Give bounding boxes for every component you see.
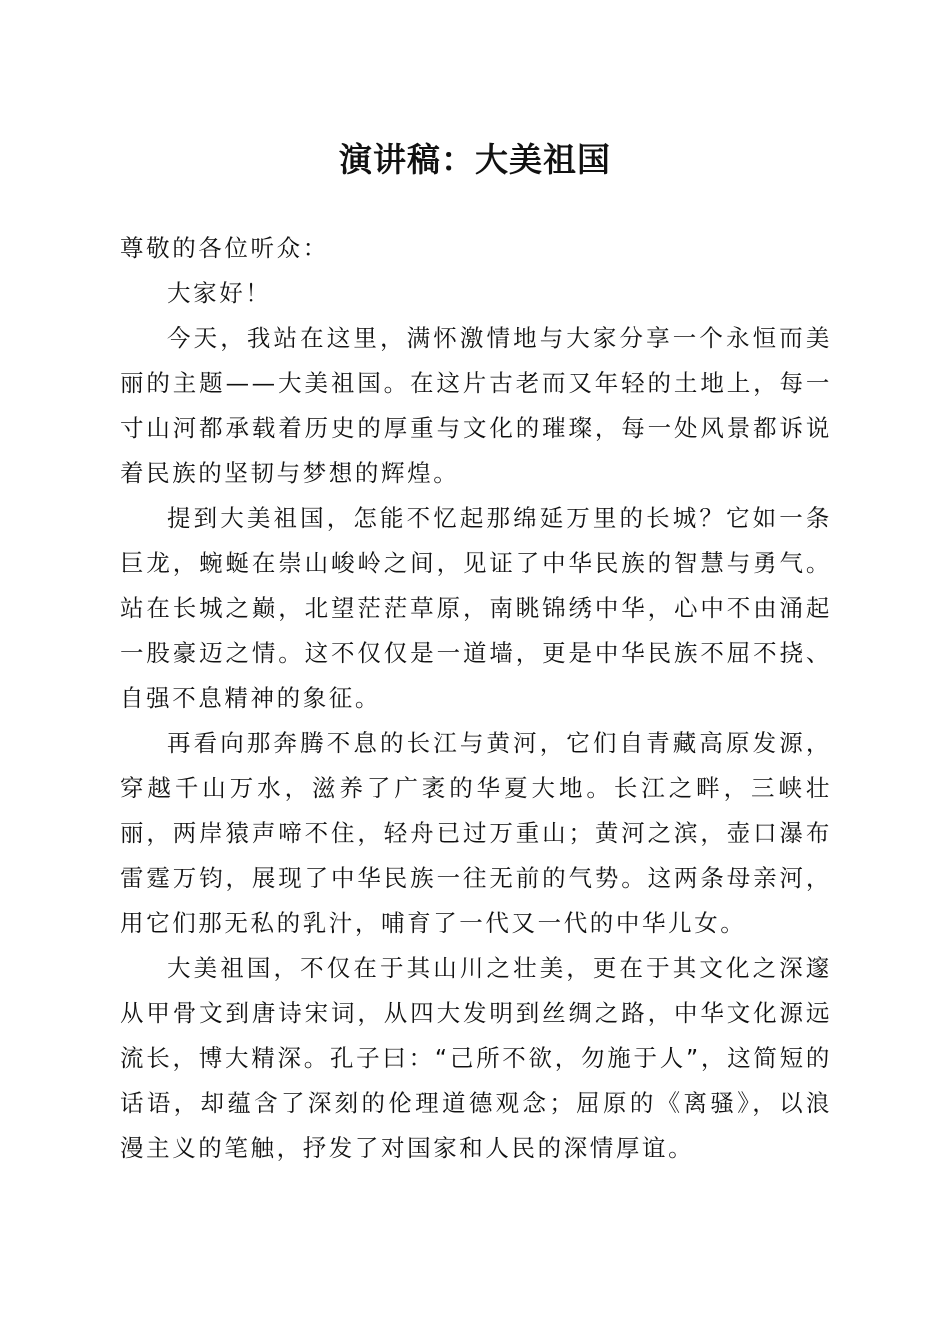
document-title: 演讲稿：大美祖国	[339, 140, 611, 179]
paragraph: 提到大美祖国，怎能不忆起那绵延万里的长城？它如一条巨龙，蜿蜒在崇山峻岭之间，见证了中华民族的智慧与勇气。站在长城之巅，北望茫茫草原，南眺锦绣中华，心中不由涌起一股豪迈之情。这不仅仅是一道墙，更是中华民族不屈不挠、自强不息精神的象征。	[120, 504, 832, 712]
document-body	[120, 226, 832, 1171]
salutation: 尊敬的各位听众：	[120, 234, 329, 262]
greeting: 大家好！	[167, 279, 272, 307]
paragraph: 今天，我站在这里，满怀激情地与大家分享一个永恒而美丽的主题——大美祖国。在这片古老而又年轻的土地上，每一寸山河都承载着历史的厚重与文化的璀璨，每一处风景都诉说着民族的坚韧与梦想的辉煌。	[120, 324, 832, 487]
paragraph: 再看向那奔腾不息的长江与黄河，它们自青藏高原发源，穿越千山万水，滋养了广袤的华夏大地。长江之畔，三峡壮丽，两岸猿声啼不住，轻舟已过万重山；黄河之滨，壶口瀑布雷霆万钧，展现了中华民族一往无前的气势。这两条母亲河，用它们那无私的乳汁，哺育了一代又一代的中华儿女。	[120, 729, 832, 937]
paragraph: 大美祖国，不仅在于其山川之壮美，更在于其文化之深邃从甲骨文到唐诗宋词，从四大发明到丝绸之路，中华文化源远流长，博大精深。孔子曰：“己所不欲，勿施于人”，这简短的话语，却蕴含了深刻的伦理道德观念；屈原的《离骚》，以浪漫主义的笔触，抒发了对国家和人民的深情厚谊。	[120, 954, 832, 1162]
